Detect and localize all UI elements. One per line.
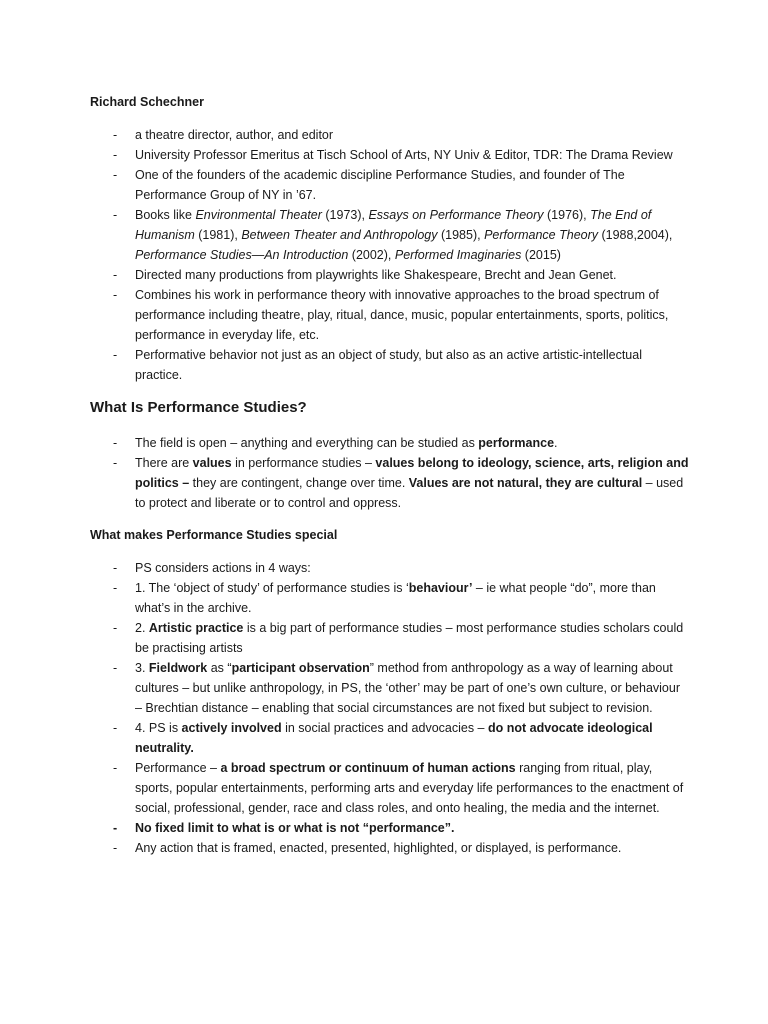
italic-title: Essays on Performance Theory	[368, 208, 544, 222]
text-run: as “	[207, 661, 232, 675]
bold-text: values	[192, 456, 232, 470]
bold-text: do not advocate ideological neutrality.	[135, 721, 653, 755]
text-run: – used to protect and liberate or to control and oppress.	[135, 476, 684, 510]
text-run: Books like	[135, 208, 196, 222]
text-run: is a big part of performance studies – most performance studies scholars could be practising artists	[135, 621, 684, 655]
bold-text: values belong to ideology, science, arts, religion and politics –	[135, 456, 689, 490]
list-item	[90, 433, 690, 453]
text-run: (1981),	[194, 228, 242, 242]
italic-title: The End of Humanism	[135, 208, 652, 242]
italic-title: Performance Theory	[484, 228, 599, 242]
text-run: (1976),	[543, 208, 591, 222]
bold-text: performance	[478, 436, 555, 450]
text-run: ranging from ritual, play, sports, popular entertainments, performing arts and everyday life performances to the enactment of social, professional, gender, race and class roles, and onto healing, the media and the internet.	[135, 761, 684, 815]
heading-richard-schechner: Richard Schechner	[90, 95, 204, 109]
special-list	[90, 558, 690, 858]
heading-what-makes-ps-special: What makes Performance Studies special	[90, 528, 338, 542]
text-run: The field is open – anything and everything can be studied as	[135, 436, 479, 450]
list-item	[90, 145, 690, 165]
list-item	[90, 558, 690, 578]
text-run: One of the founders of the academic discipline Performance Studies, and founder of The Performance Group of NY in ’67.	[135, 168, 625, 202]
text-run: 4. PS is	[135, 721, 182, 735]
list-item	[90, 165, 690, 205]
text-run: in social practices and advocacies –	[281, 721, 488, 735]
definition-list	[90, 433, 690, 513]
text-run: Any action that is framed, enacted, presented, highlighted, or displayed, is performance.	[135, 841, 622, 855]
text-run: Performative behavior not just as an object of study, but also as an active artistic-intellectual practice.	[135, 348, 642, 382]
list-item	[90, 125, 690, 145]
text-run: 2.	[135, 621, 149, 635]
list-item	[90, 718, 690, 758]
text-run: ” method from anthropology as a way of learning about cultures – but unlike anthropology, in PS, the ‘other’ may be part of one’s own culture, or behaviour – Brechtian distance – enabling that social circumstances are not fixed but subject to revision.	[135, 661, 680, 715]
text-run: (2015)	[521, 248, 561, 262]
text-run: 3.	[135, 661, 149, 675]
bold-text: actively involved	[181, 721, 282, 735]
list-item	[90, 265, 690, 285]
list-item	[90, 453, 690, 513]
list-item	[90, 578, 690, 618]
bold-text: Artistic practice	[148, 621, 244, 635]
list-item	[90, 818, 690, 838]
text-run: (1973),	[321, 208, 369, 222]
text-run: they are contingent, change over time.	[189, 476, 409, 490]
text-run: 1. The ‘object of study’ of performance studies is ‘	[135, 581, 409, 595]
text-run: University Professor Emeritus at Tisch School of Arts, NY Univ & Editor, TDR: The Drama Review	[135, 148, 673, 162]
text-run: (2002),	[348, 248, 395, 262]
bio-list	[90, 125, 690, 385]
list-item	[90, 285, 690, 345]
text-run: Combines his work in performance theory with innovative approaches to the broad spectrum of performance including theatre, play, ritual, dance, music, popular entertainments, sports, politics, performance in everyday life, etc.	[135, 288, 669, 342]
italic-title: Performed Imaginaries	[394, 248, 522, 262]
italic-title: Performance Studies—An Introduction	[135, 248, 349, 262]
heading-what-is-performance-studies: What Is Performance Studies?	[90, 399, 307, 416]
text-run: – ie what people “do”, more than what’s in the archive.	[135, 581, 656, 615]
text-run: PS considers actions in 4 ways:	[135, 561, 311, 575]
list-item	[90, 758, 690, 818]
bold-text: a broad spectrum or continuum of human actions	[220, 761, 516, 775]
list-item	[90, 658, 690, 718]
italic-title: Between Theater and Anthropology	[241, 228, 438, 242]
bold-text: Values are not natural, they are cultural	[408, 476, 643, 490]
list-item	[90, 345, 690, 385]
text-run: Performance –	[135, 761, 221, 775]
text-run: (1985),	[437, 228, 485, 242]
bold-text: participant observation	[231, 661, 370, 675]
text-run: in performance studies –	[231, 456, 376, 470]
bold-text: No fixed limit to what is or what is not “performance”.	[135, 821, 455, 835]
text-run: .	[554, 436, 558, 450]
bold-text: Fieldwork	[148, 661, 208, 675]
list-item	[90, 205, 690, 265]
text-run: There are	[135, 456, 193, 470]
list-item	[90, 838, 690, 858]
text-run: a theatre director, author, and editor	[135, 128, 334, 142]
italic-title: Environmental Theater	[195, 208, 322, 222]
list-item	[90, 618, 690, 658]
bold-text: behaviour’	[408, 581, 473, 595]
text-run: (1988,2004),	[598, 228, 673, 242]
text-run: Directed many productions from playwrights like Shakespeare, Brecht and Jean Genet.	[135, 268, 617, 282]
